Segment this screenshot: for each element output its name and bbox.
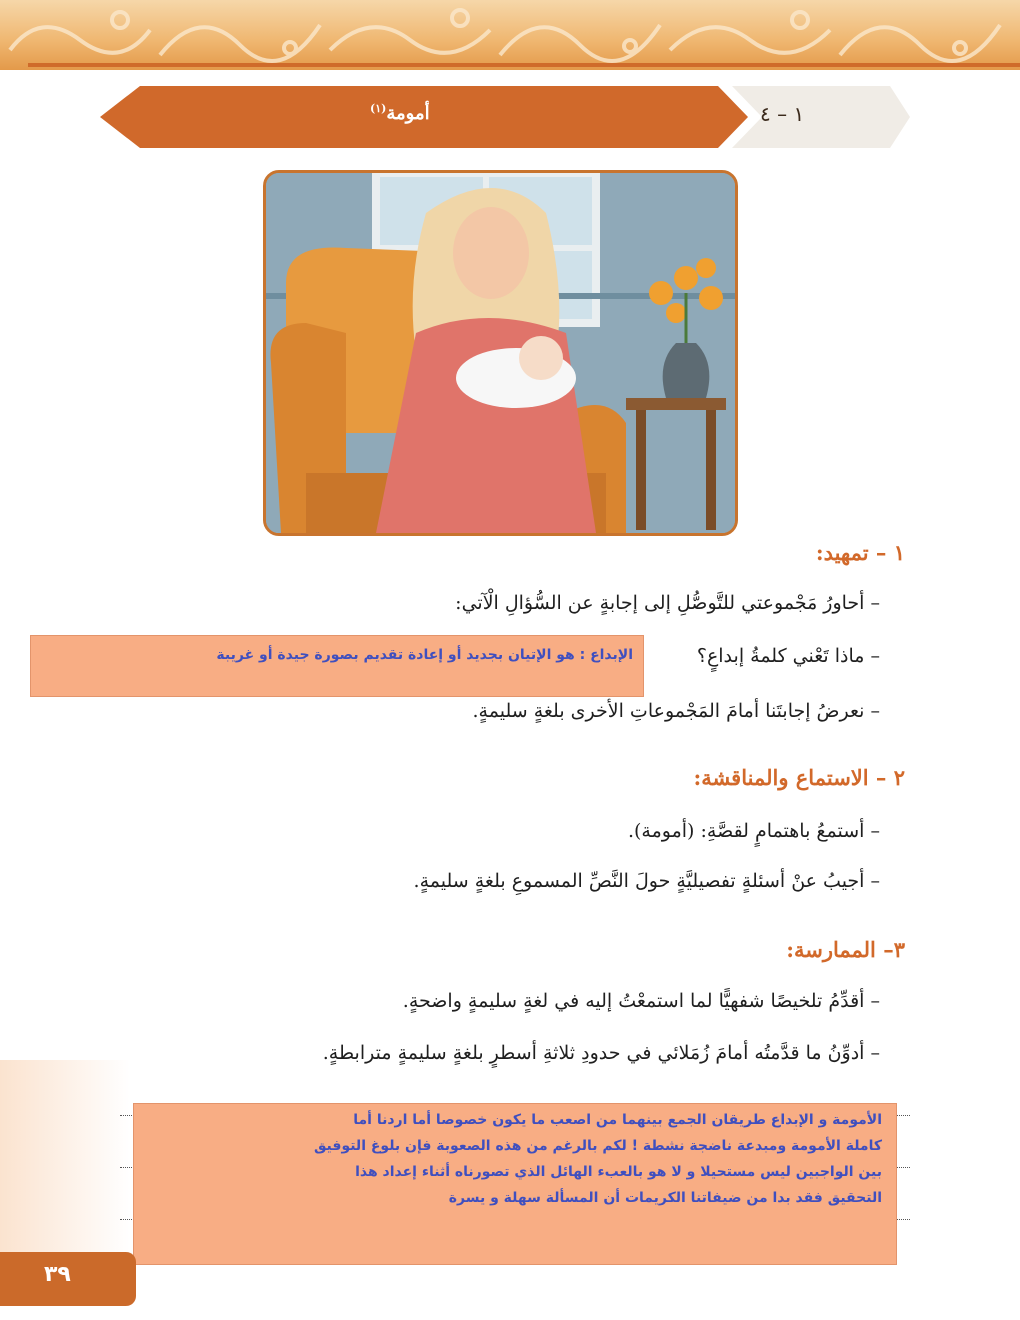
answer-note-line-1: الأمومة و الإبداع طريقان الجمع بينهما من اصعب ما يكون خصوصا أما اردنا أما: [353, 1112, 882, 1128]
answer-note-line-2: كاملة الأمومة ومبدعة ناضجة نشطة ! لكم بالرغم من هذه الصعوبة فإن بلوغ التوفيق: [313, 1138, 882, 1154]
section-3-bullet-2: – أدوِّنُ ما قدَّمتُه أمامَ زُمَلائي في حدودِ ثلاثةِ أسطرٍ بلغةٍ سليمةٍ مترابطةٍ.: [322, 1042, 880, 1064]
section-1-bullet-1: – أحاورُ مَجْموعتي للتَّوصُّلِ إلى إجابةٍ عن السُّؤالِ الْآتي:: [455, 592, 880, 614]
title-footnote-marker: (١): [370, 102, 387, 115]
section-1-bullet-2: – ماذا تَعْني كلمةُ إبداعٍ؟: [696, 645, 880, 667]
mother-holding-baby-illustration: [263, 170, 738, 536]
section-2-heading: ٢ – الاستماع والمناقشة:: [693, 765, 905, 790]
top-banner: [0, 0, 1020, 70]
section-1-heading: ١ – تمهيد:: [815, 540, 905, 565]
section-3-bullet-1: – أقدِّمُ تلخيصًا شفهيًّا لما استمعْتُ إليه في لغةٍ سليمةٍ واضحةٍ.: [402, 990, 880, 1012]
answer-note: [133, 1103, 897, 1265]
calligraphy-pattern: [0, 0, 1020, 70]
banner-edge: [28, 63, 1020, 67]
section-2-bullet-1: – أستمعُ باهتمامٍ لقصَّةِ: (أمومة).: [627, 820, 880, 842]
lesson-title-text: أمومة: [386, 103, 430, 124]
section-3-heading: ٣– الممارسة:: [786, 937, 905, 962]
definition-note-text: الإبداع : هو الإتيان بجديد أو إعادة تقديم بصورة جيدة أو غريبة: [216, 647, 633, 663]
answer-note-line-4: التحقيق فقد بدا من ضيفاتنا الكريمات أن المسألة سهلة و يسرة: [448, 1190, 882, 1206]
answer-note-line-3: بين الواجبين ليس مستحيلا و لا هو بالعبء الهائل الذي تصورناه أثناء إعداد هذا: [355, 1164, 882, 1180]
section-2-bullet-2: – أجيبُ عنْ أسئلةٍ تفصيليَّةٍ حولَ النَّصِّ المسموعِ بلغةٍ سليمةٍ.: [413, 870, 880, 892]
section-1-bullet-3: – نعرضُ إجابتَنا أمامَ المَجْموعاتِ الأخرى بلغةٍ سليمةٍ.: [472, 700, 880, 722]
definition-note: [30, 635, 644, 697]
page-number: ٣٩: [44, 1262, 71, 1287]
lesson-title: [370, 102, 430, 124]
illustration-art: [266, 173, 735, 533]
lesson-number: ١ – ٤: [760, 102, 805, 126]
lower-decorative-strip: [0, 1060, 130, 1252]
